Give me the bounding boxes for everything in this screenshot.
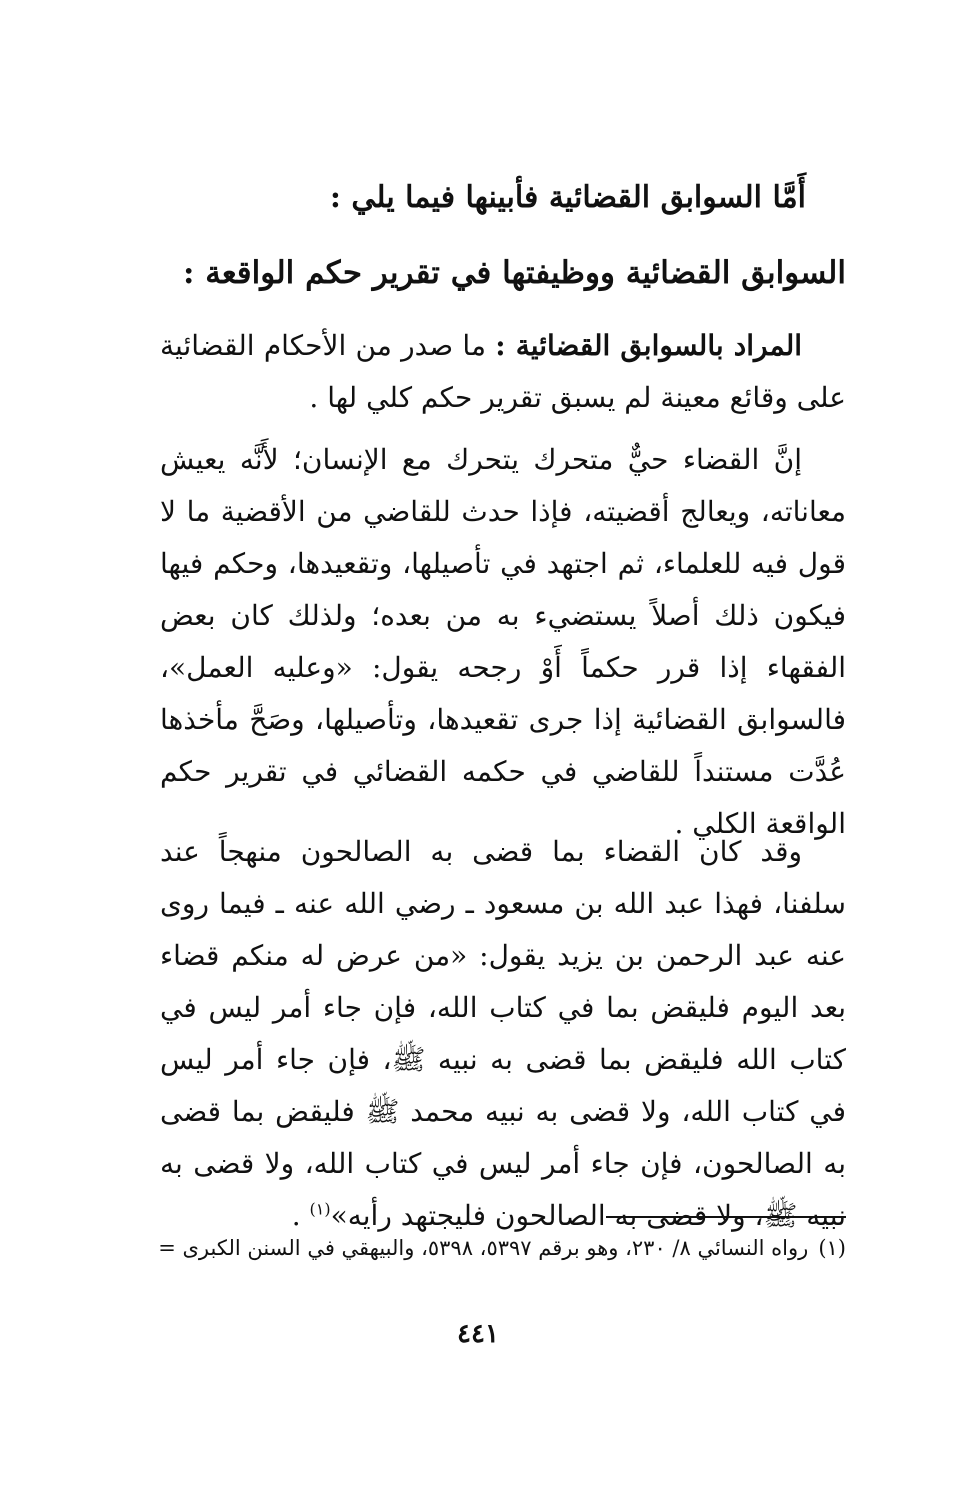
- footnote-separator: [606, 1216, 846, 1218]
- paragraph-ibn-masud-text: وقد كان القضاء بما قضى به الصالحون منهجاً عند سلفنا، فهذا عبد الله بن مسعود ـ رضي الله عنه ـ فيما روى عنه عبد الرحمن بن يزيد يقول: «من عرض له منكم قضاء بعد اليوم فليقض بما في كتاب الله، فإن جاء أمر ليس في كتاب الله فليقض بما قضى به نبيه ﷺ، فإن جاء أمر ليس في كتاب الله، ولا قضى به نبيه محمد ﷺ فليقض بما قضى به الصالحون، فإن جاء أمر ليس في كتاب الله، ولا قضى به نبيه ﷺ، ولا قضى به الصالحون فليجتهد رأيه»: [160, 835, 846, 1232]
- footnote-reference: (١): [309, 1199, 331, 1219]
- footnote: [160, 1230, 846, 1266]
- footnote-marker: (١): [818, 1236, 846, 1260]
- footnote-text: رواه النسائي ٨/ ٢٣٠، وهو برقم ٥٣٩٧، ٥٣٩٨، والبيهقي في السنن الكبرى =: [158, 1236, 809, 1260]
- definition-lead: المراد بالسوابق القضائية :: [495, 329, 802, 362]
- page-number: ٤٤١: [457, 1319, 499, 1349]
- intro-heading: أَمَّا السوابق القضائية فأبينها فيما يلي :: [329, 180, 806, 215]
- paragraph-ibn-masud: [160, 826, 846, 1242]
- definition-text: ما صدر من الأحكام القضائية على وقائع معينة لم يسبق تقرير حكم كلي لها .: [160, 329, 846, 414]
- section-heading: السوابق القضائية ووظيفتها في تقرير حكم الواقعة :: [182, 255, 846, 291]
- paragraph-ibn-masud-end: .: [291, 1199, 310, 1232]
- paragraph-judiciary-alive: إنَّ القضاء حيٌّ متحرك يتحرك مع الإنسان؛ لأَنَّه يعيش معاناته، ويعالج أقضيته، فإذا حدث للقاضي من الأقضية ما لا قول فيه للعلماء، ثم اجتهد في تأصيلها، وتقعيدها، وحكم فيها فيكون ذلك أصلاً يستضيء به من بعده؛ ولذلك كان بعض الفقهاء إذا قرر حكماً أَوْ رجحه يقول: «وعليه العمل»، فالسوابق القضائية إذا جرى تقعيدها، وتأصيلها، وصَحَّ مأخذها عُدَّت مستنداً للقاضي في حكمه القضائي في تقرير حكم الواقعة الكلي .: [160, 443, 846, 840]
- definition-paragraph: [160, 320, 846, 424]
